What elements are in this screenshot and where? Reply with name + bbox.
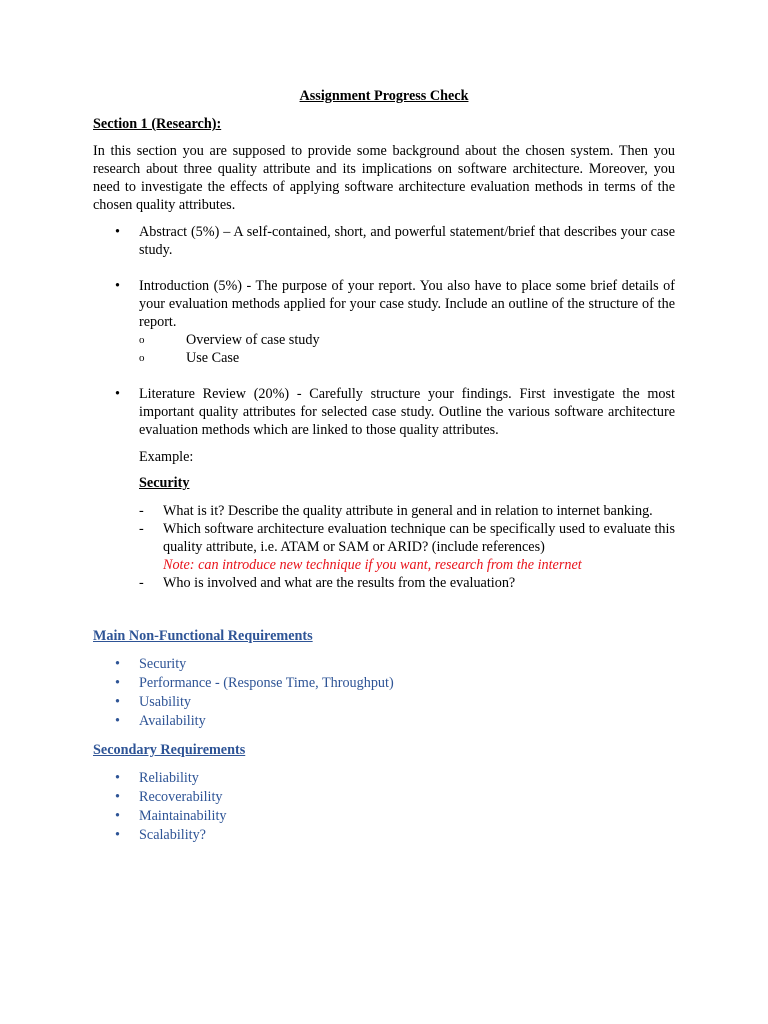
security-points [139,502,675,592]
requirement-item [93,826,675,845]
dash-icon: - [139,521,144,537]
bullet-icon: • [115,675,120,691]
introduction-text: Introduction (5%) - The purpose of your report. You also have to place some brief details of your evaluation methods applied for your case study. Include an outline of the structure of the report. [139,278,675,330]
requirement-text: Maintainability [139,808,227,824]
note-text: Note: can introduce new technique if you want, research from the internet [163,557,582,573]
requirement-item [93,769,675,788]
sub-list-item [139,349,675,367]
section-heading: Section 1 (Research): [93,116,222,132]
requirement-item [93,655,675,674]
bullet-icon: • [115,789,120,805]
introduction-sub-list [139,331,675,367]
requirement-text: Availability [139,713,206,729]
document-title: Assignment Progress Check [299,88,469,104]
literature-review-item [93,385,675,592]
secondary-requirements-list [93,769,675,845]
bullet-icon: • [115,224,120,240]
bullet-icon: • [115,656,120,672]
security-technique-text: Which software architecture evaluation technique can be specifically used to evaluate this quality attribute, i.e. ATAM or SAM or ARID? (include references) [163,521,675,555]
task-list [93,223,675,592]
requirement-text: Performance - (Response Time, Throughput) [139,675,394,691]
requirement-text: Security [139,656,187,672]
requirement-text: Usability [139,694,192,710]
abstract-item [93,223,675,259]
bullet-icon: • [115,827,120,843]
introduction-item [93,277,675,367]
document-page [93,87,675,845]
main-requirements-list [93,655,675,731]
circle-bullet-icon: o [139,334,145,346]
security-who-text: Who is involved and what are the results from the evaluation? [163,575,516,591]
dash-list-item [139,520,675,574]
requirement-item [93,674,675,693]
sub-item-text: Use Case [186,350,240,366]
dash-list-item [139,574,675,592]
example-label: Example: [139,449,194,465]
requirement-text: Reliability [139,770,199,786]
bullet-icon: • [115,713,120,729]
requirement-text: Recoverability [139,789,223,805]
requirement-item [93,788,675,807]
requirement-item [93,693,675,712]
main-requirements-heading: Main Non-Functional Requirements [93,628,313,644]
secondary-requirements-heading: Secondary Requirements [93,742,246,758]
bullet-icon: • [115,386,120,402]
bullet-icon: • [115,770,120,786]
circle-bullet-icon: o [139,352,145,364]
bullet-icon: • [115,808,120,824]
literature-review-text: Literature Review (20%) - Carefully structure your findings. First investigate the most important quality attributes for selected case study. Outline the various software architecture evaluation methods which are linked to those quality attributes. [139,386,675,438]
intro-paragraph: In this section you are supposed to provide some background about the chosen system. Then you research about three quality attribute and its implications on software architecture. Moreover, you need to investigate the effects of applying software architecture evaluation methods in terms of the chosen quality attributes. [93,143,675,213]
dash-list-item [139,502,675,520]
bullet-icon: • [115,694,120,710]
requirement-item [93,807,675,826]
abstract-text: Abstract (5%) – A self-contained, short, and powerful statement/brief that describes your case study. [139,224,675,258]
security-heading: Security [139,475,190,491]
dash-icon: - [139,575,144,591]
requirement-text: Scalability? [139,827,206,843]
bullet-icon: • [115,278,120,294]
sub-list-item [139,331,675,349]
requirement-item [93,712,675,731]
security-what-text: What is it? Describe the quality attribute in general and in relation to internet banking. [163,503,653,519]
dash-icon: - [139,503,144,519]
sub-item-text: Overview of case study [186,332,320,348]
